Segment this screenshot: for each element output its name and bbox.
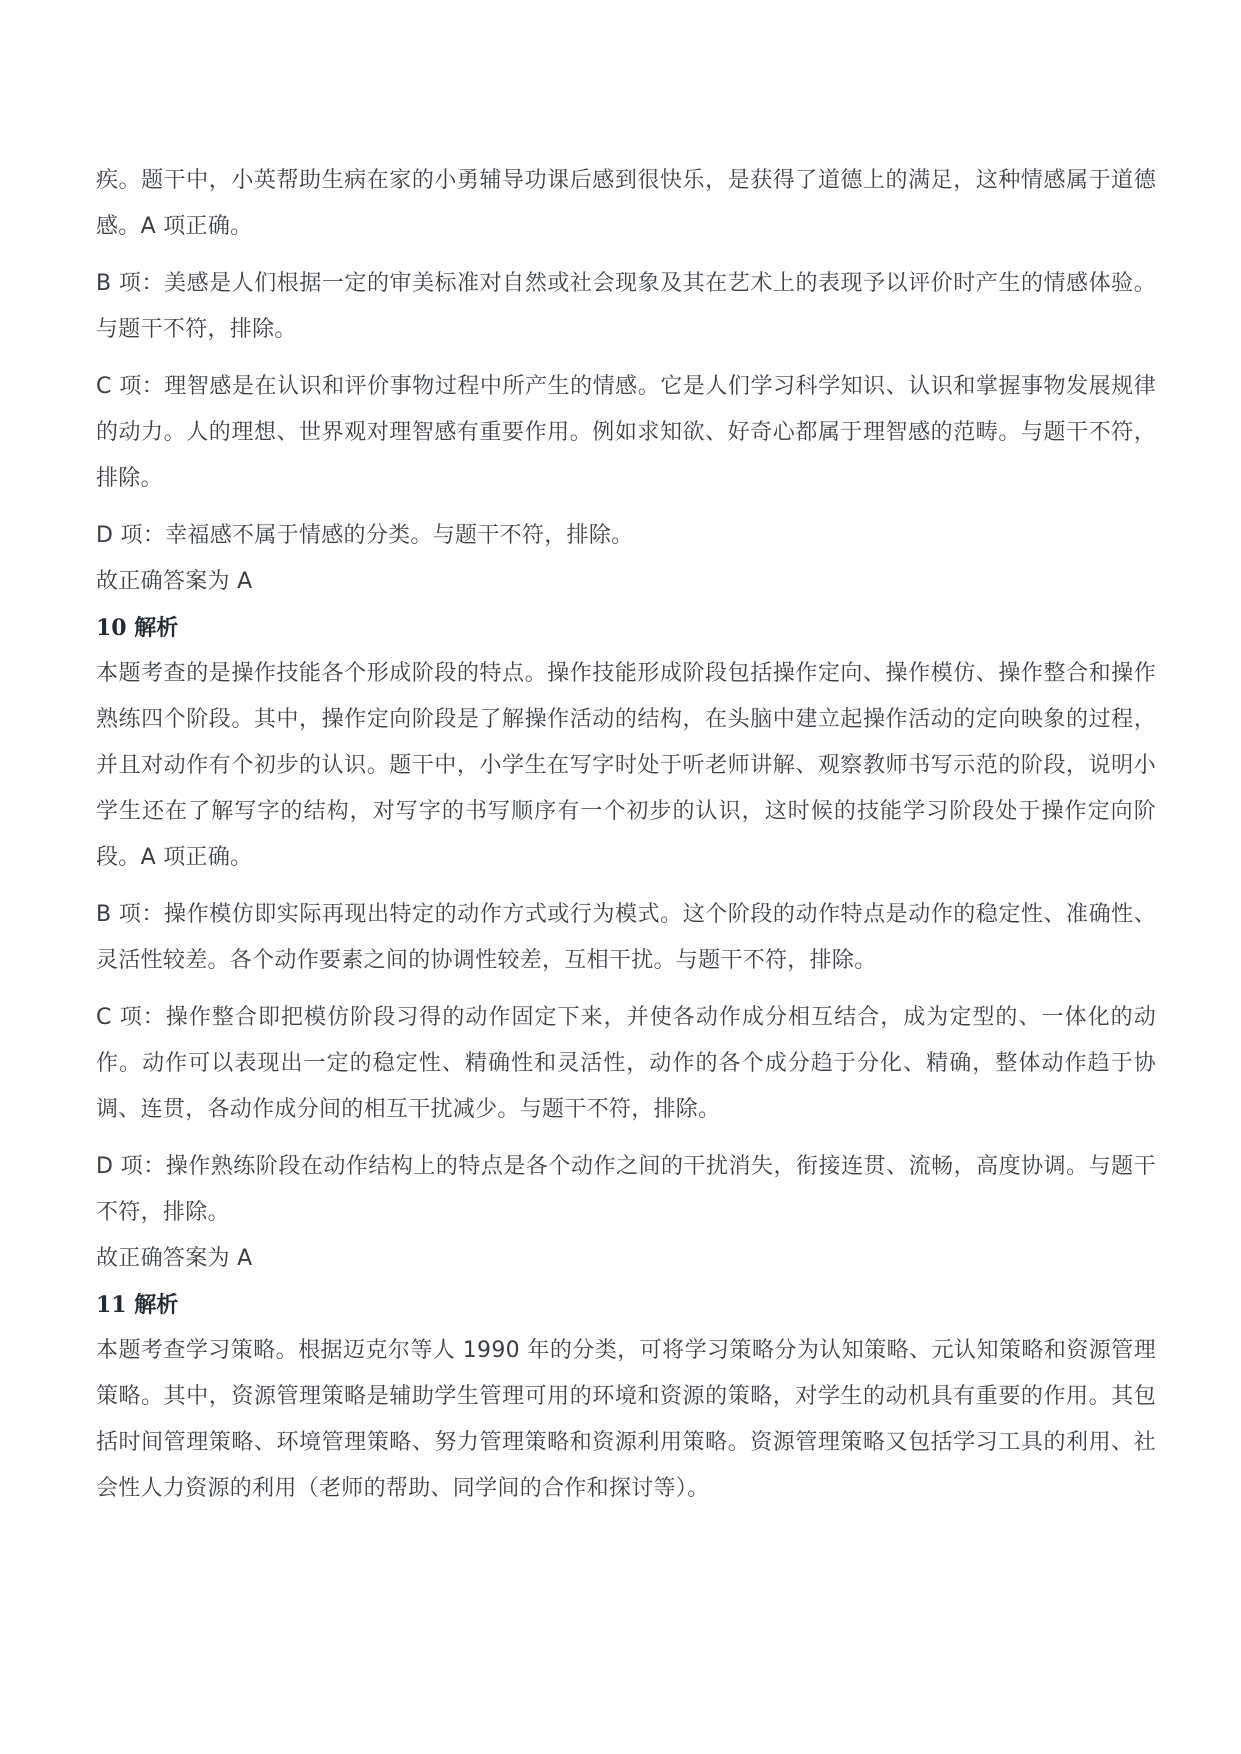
- paragraph: 疾。题干中，小英帮助生病在家的小勇辅导功课后感到很快乐，是获得了道德上的满足，这种情感属于道德感。A 项正确。: [96, 168, 1156, 239]
- section-heading-10: 10 解析: [96, 615, 179, 641]
- paragraph: 本题考查学习策略。根据迈克尔等人 1990 年的分类，可将学习策略分为认知策略、元认知策略和资源管理策略。其中，资源管理策略是辅助学生管理可用的环境和资源的策略，对学生的动机具有重要的作用。其包括时间管理策略、环境管理策略、努力管理策略和资源利用策略。资源管理策略又包括学习工具的利用、社会性人力资源的利用（老师的帮助、同学间的合作和探讨等）。: [96, 1338, 1156, 1501]
- paragraph: B 项：美感是人们根据一定的审美标准对自然或社会现象及其在艺术上的表现予以评价时产生的情感体验。与题干不符，排除。: [96, 271, 1156, 342]
- answer-line: 故正确答案为 A: [96, 1246, 253, 1271]
- paragraph: D 项：操作熟练阶段在动作结构上的特点是各个动作之间的干扰消失，衔接连贯、流畅，高度协调。与题干不符，排除。: [96, 1154, 1156, 1225]
- document-page: [96, 158, 1156, 1523]
- paragraph: C 项：操作整合即把模仿阶段习得的动作固定下来，并使各动作成分相互结合，成为定型的、一体化的动作。动作可以表现出一定的稳定性、精确性和灵活性，动作的各个成分趋于分化、精确，整体动作趋于协调、连贯，各动作成分间的相互干扰减少。与题干不符，排除。: [96, 1005, 1156, 1122]
- paragraph: D 项：幸福感不属于情感的分类。与题干不符，排除。: [96, 523, 634, 548]
- section-heading-11: 11 解析: [96, 1292, 179, 1318]
- paragraph: B 项：操作模仿即实际再现出特定的动作方式或行为模式。这个阶段的动作特点是动作的稳定性、准确性、灵活性较差。各个动作要素之间的协调性较差，互相干扰。与题干不符，排除。: [96, 902, 1156, 973]
- paragraph: C 项：理智感是在认识和评价事物过程中所产生的情感。它是人们学习科学知识、认识和掌握事物发展规律的动力。人的理想、世界观对理智感有重要作用。例如求知欲、好奇心都属于理智感的范畴。与题干不符，排除。: [96, 374, 1156, 491]
- answer-line: 故正确答案为 A: [96, 569, 253, 594]
- paragraph: 本题考查的是操作技能各个形成阶段的特点。操作技能形成阶段包括操作定向、操作模仿、操作整合和操作熟练四个阶段。其中，操作定向阶段是了解操作活动的结构，在头脑中建立起操作活动的定向映象的过程，并且对动作有个初步的认识。题干中，小学生在写字时处于听老师讲解、观察教师书写示范的阶段，说明小学生还在了解写字的结构，对写字的书写顺序有一个初步的认识，这时候的技能学习阶段处于操作定向阶段。A 项正确。: [96, 661, 1156, 870]
